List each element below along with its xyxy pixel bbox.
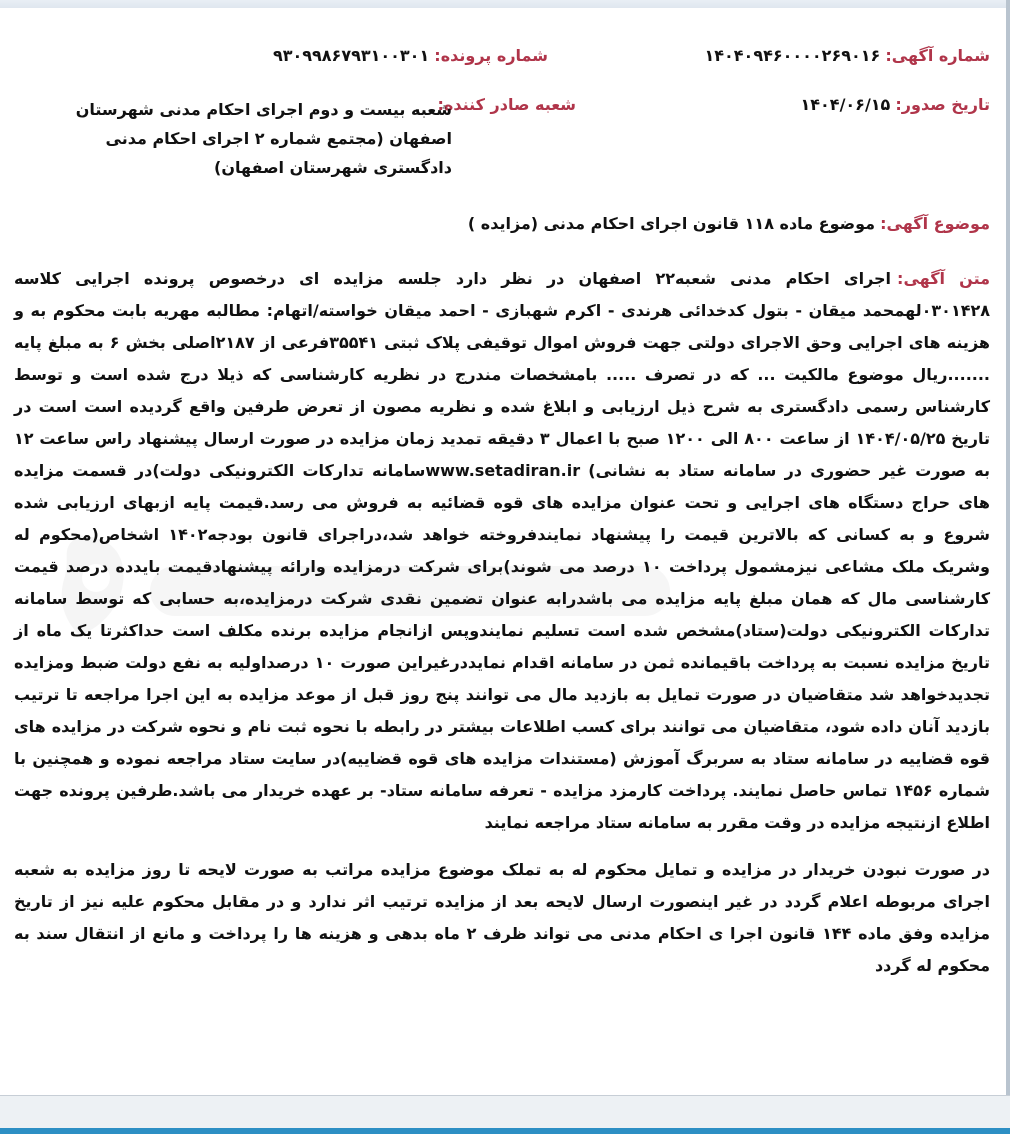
- subject-value: موضوع ماده ۱۱۸ قانون اجرای احکام مدنی (مزایده ): [467, 214, 876, 233]
- window-right-edge: [1006, 0, 1010, 1133]
- bottom-accent-line: [0, 1128, 1010, 1134]
- closing-paragraph: در صورت نبودن خریدار در مزایده و تمایل محکوم له به تملک موضوع مزایده مراتب به صورت لایحه تا روز مزایده به شعبه اجرای مربوطه اعلام گردد در غیر اینصورت ارسال لایحه بعد از مزایده ترتیب اثر ندارد و در مقابل محکوم علیه نیز از تاریخ مزایده وفق ماده ۱۴۴ قانون اجرا ی احکام مدنی می تواند ظرف ۲ ماه بدهی و هزینه ها را پرداخت و مانع از انتقال سند به محکوم له گردد: [14, 860, 991, 975]
- branch-label: شعبه صادر کننده:: [437, 95, 576, 114]
- file-number: [273, 46, 548, 65]
- issue-date-value: ۱۴۰۴/۰۶/۱۵: [800, 95, 891, 114]
- ad-number-label: شماره آگهی:: [885, 46, 990, 65]
- issue-date-label: تاریخ صدور:: [895, 95, 990, 114]
- file-number-label: شماره پرونده:: [434, 46, 548, 65]
- branch-label-wrap: [438, 95, 576, 114]
- announcement-page: [0, 8, 1006, 1095]
- announcement-body: [14, 263, 990, 839]
- ad-number-value: ۱۴۰۴۰۹۴۶۰۰۰۰۲۶۹۰۱۶: [704, 46, 881, 65]
- issue-date: [801, 95, 991, 114]
- ad-number: [704, 46, 990, 65]
- branch-value: شعبه بیست و دوم اجرای احکام مدنی شهرستان اصفهان (مجتمع شماره ۲ اجرای احکام مدنی دادگستری شهرستان اصفهان): [75, 100, 452, 177]
- subject-label: موضوع آگهی:: [880, 214, 990, 233]
- file-number-value: ۹۳۰۹۹۸۶۷۹۳۱۰۰۳۰۱: [272, 46, 430, 65]
- bottom-bar: [0, 1095, 1010, 1134]
- body-label: متن آگهی:: [897, 269, 991, 288]
- body-text: اجرای احکام مدنی شعبه۲۲ اصفهان در نظر دارد جلسه مزایده ای درخصوص پرونده اجرایی کلاسه ۰۳۰۱۴۲۸لهمحمد میقان - بتول کدخدائی هرندی - اکرم شهبازی - احمد میقان خواسته/اتهام: مطالبه مهریه بابت محکوم به و هزینه های اجرایی وحق الاجرای دولتی جهت فروش اموال توقیفی پلاک ثبتی ۳۵۵۴۱فرعی از ۲۱۸۷اصلی بخش ۶ به مبلغ پایه .......ریال موضوع مالکیت ... که در تصرف ..... بامشخصات مندرج در نظریه کارشناسی که ذیلا درج شده است و توسط کارشناس رسمی دادگستری به شرح ذیل ارزیابی و ابلاغ شده و نظریه مصون از تعرض طرفین واقع گردیده است است در تاریخ ۱۴۰۴/۰۵/۲۵ از ساعت ۸۰۰ الی ۱۲۰۰ صبح با اعمال ۳ دقیقه تمدید زمان مزایده در صورت ارسال پیشنهاد راس ساعت ۱۲ به صورت غیر حضوری در سامانه ستاد به نشانی) www.setadiran.irسامانه تدارکات الکترونیکی دولت)در قسمت مزایده های حراج دستگاه های اجرایی و تحت عنوان مزایده های قوه قضائیه به فروش می رسد.قیمت پایه ازبهای ارزیابی شده شروع و به کسانی که بالاترین قیمت را پیشنهاد نمایندفروخته خواهد شد،دراجرای قانون بودجه۱۴۰۲ اشخاص(محکوم له وشریک ملک مشاعی نیزمشمول پرداخت ۱۰ درصد می شوند)برای شرکت درمزایده وارائه پیشنهادقیمت بایدده درصد قیمت کارشناسی مال که همان مبلغ پایه مزایده می باشدرابه عنوان تضمین نقدی شرکت درمزایده،به حسابی که توسط سامانه تدارکات الکترونیکی دولت(ستاد)مشخص شده است تسلیم نمایندوپس ازانجام مزایده برنده مکلف است حداکثرتا یک ماه از تاریخ مزایده نسبت به پرداخت باقیمانده ثمن در سامانه اقدام نمایددرغیراین صورت ۱۰ درصداولیه به نفع دولت ضبط ومزایده تجدیدخواهد شد متقاضیان در صورت تمایل به بازدید مال می توانند پنج روز قبل از موعد مزایده به این اجرا مراجعه تا ترتیب بازدید آنان داده شود، متقاضیان می توانند برای کسب اطلاعات بیشتر در رابطه با نحوه ثبت نام و نحوه شرکت در مزایده های قوه قضاییه در سامانه ستاد به سربرگ آموزش (مستندات مزایده های قوه قضاییه)در سایت ستاد مراجعه نموده و همچنین با شماره ۱۴۵۶ تماس حاصل نمایند. پرداخت کارمزد مزایده - تعرفه سامانه ستاد- بر عهده خریدار می باشد.طرفین پرونده جهت اطلاع ازنتیجه مزایده در وقت مقرر به سامانه ستاد مراجعه نمایند: [14, 269, 991, 832]
- subject: [468, 214, 990, 233]
